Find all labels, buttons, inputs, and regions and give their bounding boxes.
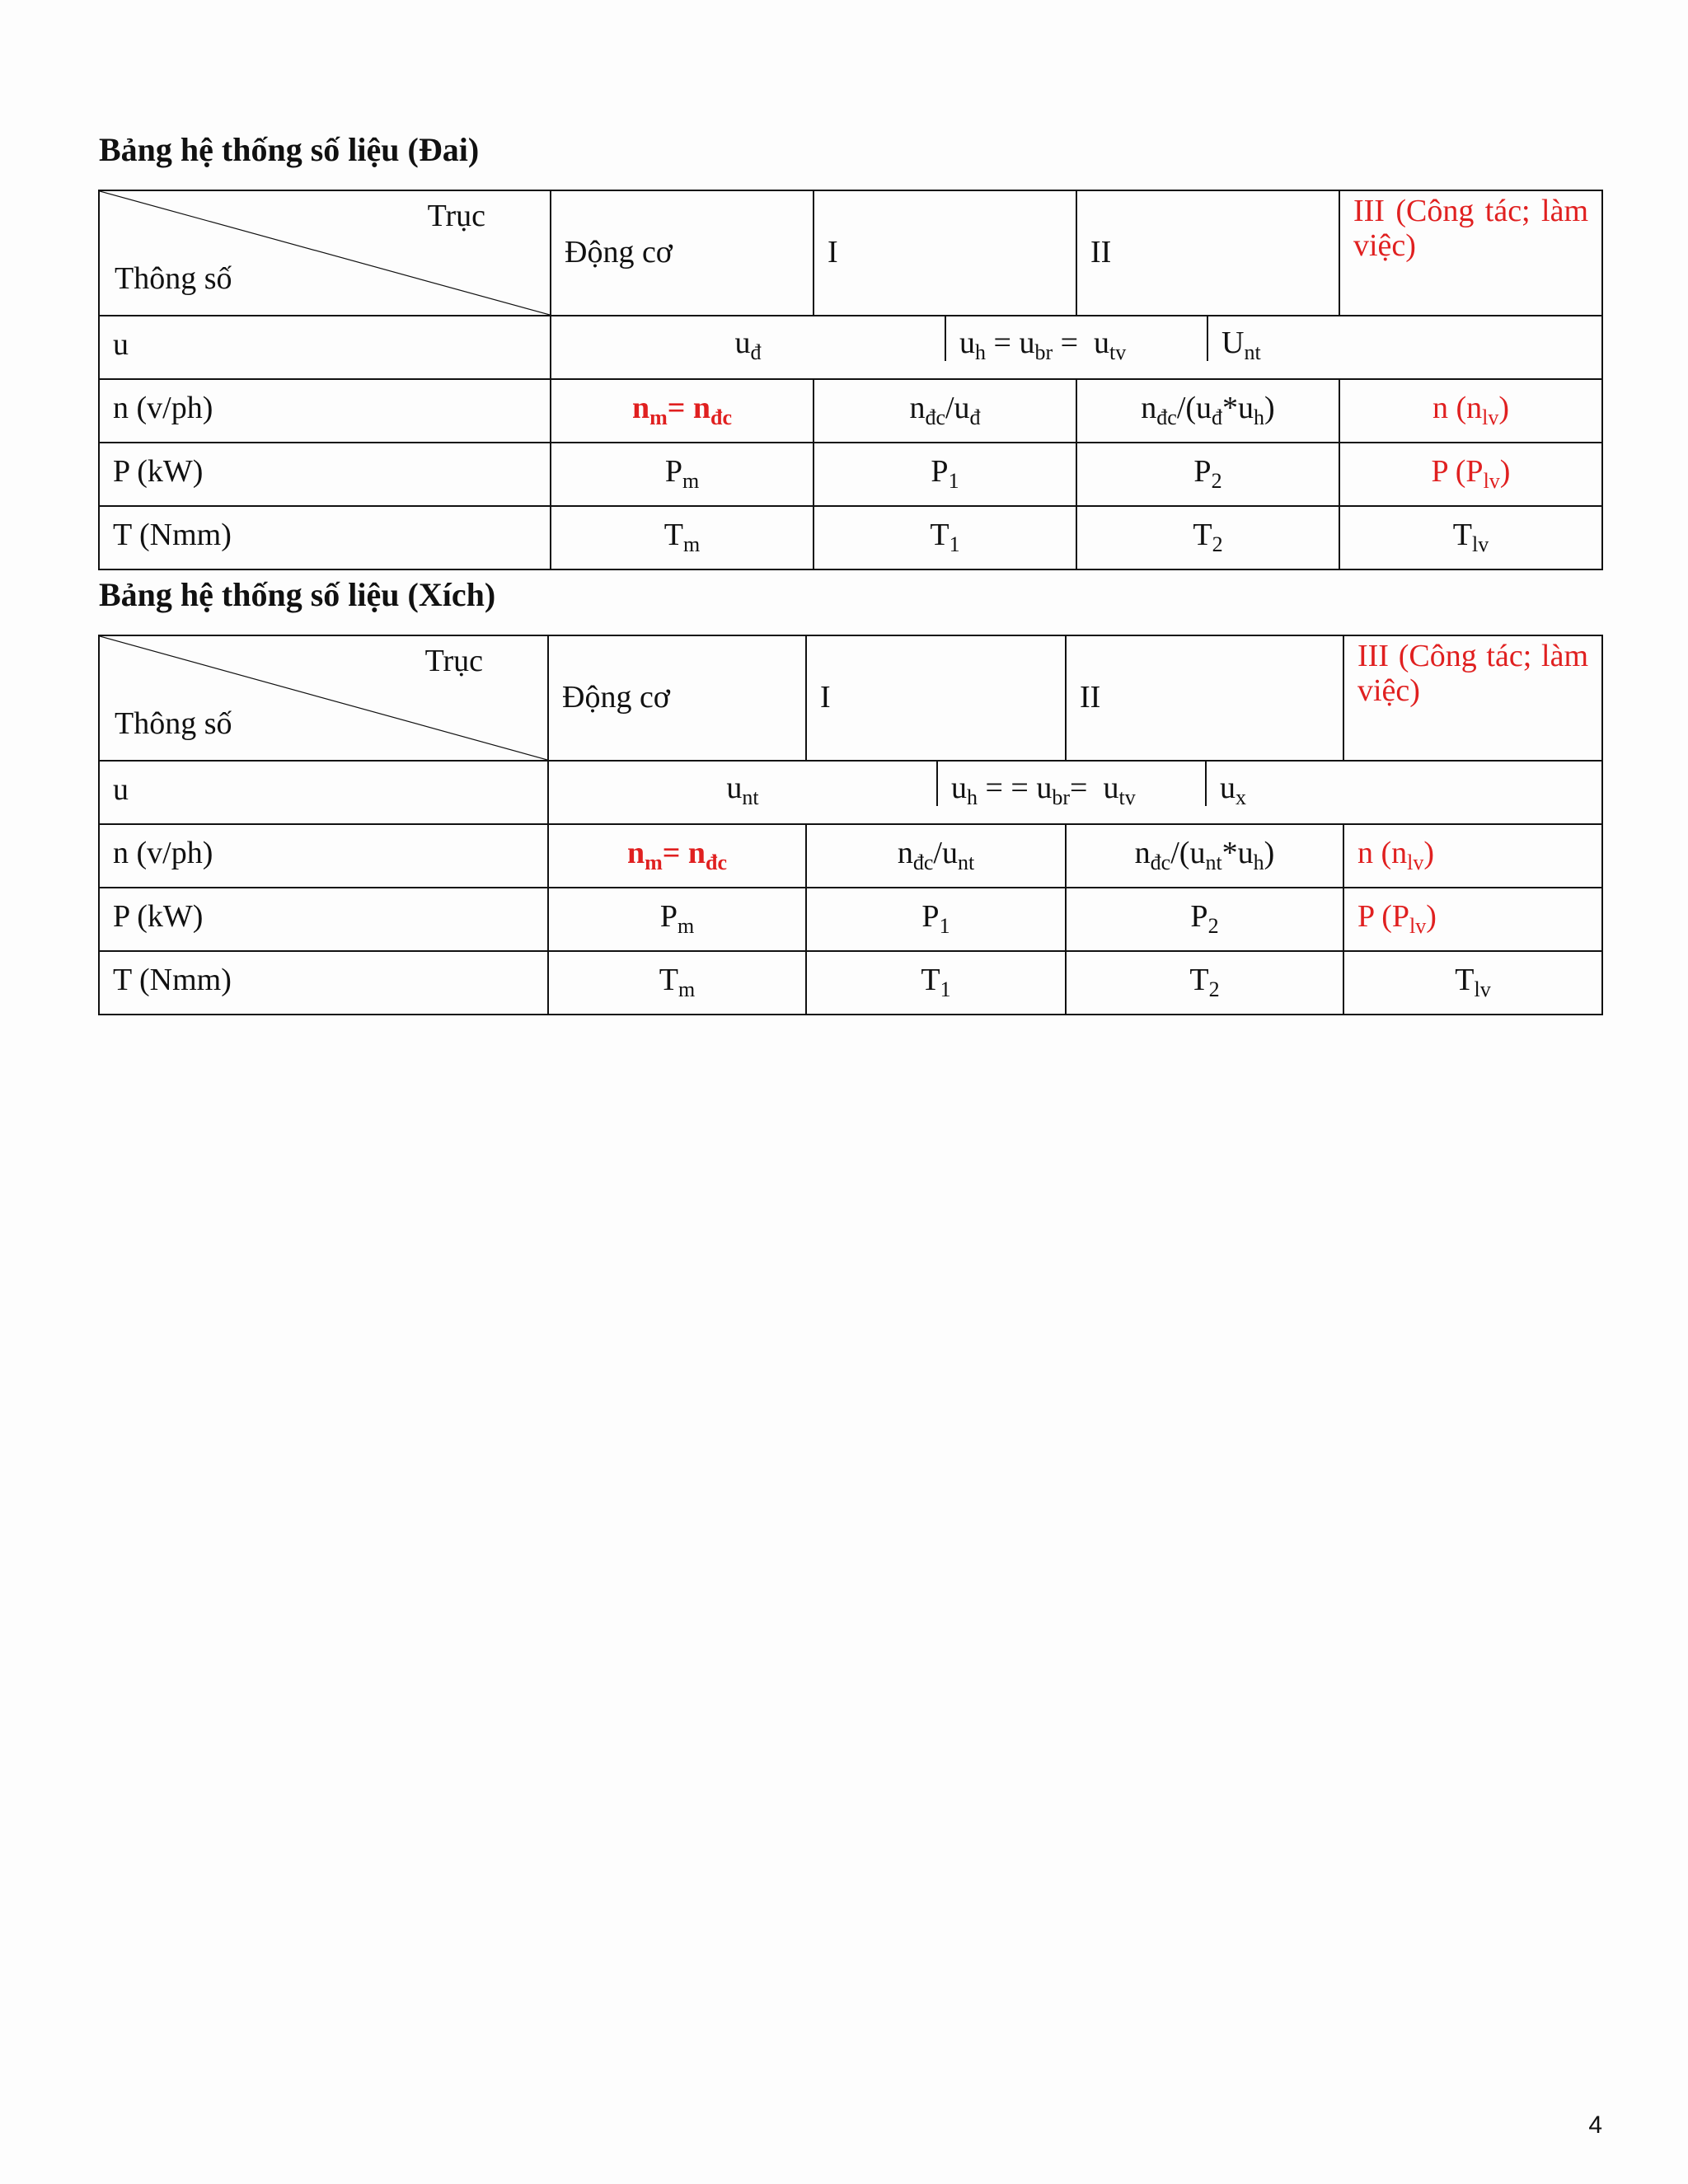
t-shaft-3-cell: $T_{lv}$ [1343,951,1602,1015]
p-motor-cell: $P_m$ [548,888,806,951]
p-shaft-3-cell: P $(P_{lv})$ [1343,888,1602,951]
n-shaft-3-cell: n $(n_{lv})$ [1339,379,1602,443]
n-shaft-2-cell: $n_{đc}/(u_{nt}*u_h)$ [1066,824,1343,888]
u-segment-2: $u_h = u_{br} = u_{tv}$ [946,316,1208,361]
table-title-dai: Bảng hệ thống số liệu (Đai) [99,131,480,168]
t-shaft-1-cell: $T_1$ [814,506,1076,569]
n-motor-cell: $n_m= n_{đc}$ [548,824,806,888]
data-table-dai [98,190,1603,570]
n-shaft-3-cell: n $(n_{lv})$ [1343,824,1602,888]
header-dong-co: Động cơ [551,190,814,316]
row-label-u: u [99,316,551,379]
t-shaft-3-cell: $T_{lv}$ [1339,506,1602,569]
u-segment-2: $u_h$ = = $u_{br}= u_{tv}$ [938,762,1207,806]
u-segment-3: $u_x$ [1220,771,1246,809]
t-shaft-2-cell: $T_2$ [1076,506,1339,569]
u-ratio-cell [548,761,1602,824]
row-label-t: T (Nmm) [99,506,551,569]
n-shaft-1-cell: $n_{đc}/u_đ$ [814,379,1076,443]
corner-top-label: Trục [424,644,483,678]
t-motor-cell: $T_m$ [548,951,806,1015]
corner-top-label: Trục [427,199,485,233]
row-label-p: P (kW) [99,443,551,506]
p-shaft-3-cell: P $(P_{lv})$ [1339,443,1602,506]
header-shaft-1: I [814,190,1076,316]
t-row [99,506,1602,569]
t-shaft-1-cell: $T_1$ [806,951,1066,1015]
u-segment-1: $u_{nt}$ [549,762,938,806]
u-ratio-cell [551,316,1602,379]
u-row [99,316,1602,379]
header-shaft-1: I [806,635,1066,761]
u-row [99,761,1602,824]
p-shaft-2-cell: $P_2$ [1066,888,1343,951]
header-shaft-3: III (Công tác; làm việc) [1339,190,1602,316]
corner-cell [99,190,551,316]
data-table-xich [98,635,1603,1015]
header-shaft-2: II [1066,635,1343,761]
header-shaft-3: III (Công tác; làm việc) [1343,635,1602,761]
header-shaft-2: II [1076,190,1339,316]
u-segment-1: $u_đ$ [551,316,946,361]
p-row [99,888,1602,951]
n-shaft-1-cell: $n_{đc}/u_{nt}$ [806,824,1066,888]
t-shaft-2-cell: $T_2$ [1066,951,1343,1015]
corner-bottom-label: Thông số [115,706,232,742]
p-row [99,443,1602,506]
corner-bottom-label: Thông số [115,261,232,297]
p-motor-cell: $P_m$ [551,443,814,506]
corner-cell [99,635,548,761]
row-label-n: n (v/ph) [99,824,548,888]
n-motor-cell: $n_m= n_{đc}$ [551,379,814,443]
u-segment-3: $U_{nt}$ [1221,326,1261,364]
row-label-t: T (Nmm) [99,951,548,1015]
n-row [99,824,1602,888]
table-title-xich: Bảng hệ thống số liệu (Xích) [99,576,496,613]
t-motor-cell: $T_m$ [551,506,814,569]
header-row [99,190,1602,316]
n-shaft-2-cell: $n_{đc}/(u_đ*u_h)$ [1076,379,1339,443]
row-label-p: P (kW) [99,888,548,951]
page-number: 4 [1588,2111,1602,2139]
p-shaft-1-cell: $P_1$ [814,443,1076,506]
row-label-u: u [99,761,548,824]
header-row [99,635,1602,761]
p-shaft-2-cell: $P_2$ [1076,443,1339,506]
row-label-n: n (v/ph) [99,379,551,443]
n-row [99,379,1602,443]
header-dong-co: Động cơ [548,635,806,761]
p-shaft-1-cell: $P_1$ [806,888,1066,951]
t-row [99,951,1602,1015]
